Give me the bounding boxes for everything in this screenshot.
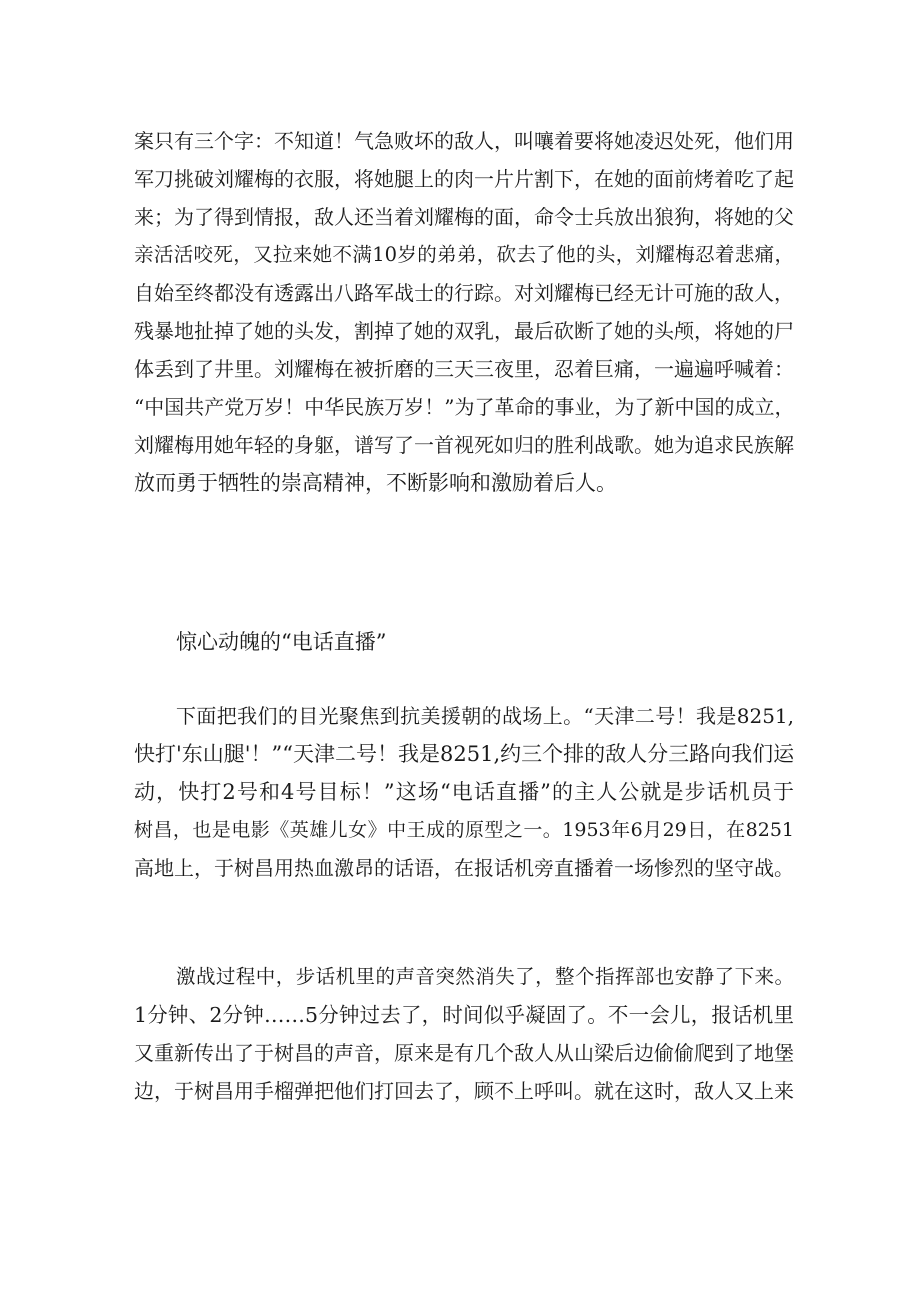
text-line: 又重新传出了于树昌的声音，原来是有几个敌人从山梁后边偷偷爬到了地堡	[134, 1041, 794, 1065]
text-line: 体丢到了井里。刘耀梅在被折磨的三天三夜里，忍着巨痛，一遍遍呼喊着：	[134, 357, 794, 381]
text-line: 高地上，于树昌用热血激昂的话语，在报话机旁直播着一场惨烈的坚守战。	[134, 856, 794, 880]
section-heading	[134, 623, 794, 661]
text-line: 边，于树昌用手榴弹把他们打回去了，顾不上呼叫。就在这时，敌人又上来	[134, 1079, 794, 1103]
text-line: 刘耀梅用她年轻的身躯，谱写了一首视死如归的胜利战歌。她为追求民族解	[134, 433, 794, 457]
text-line: 军刀挑破刘耀梅的衣服，将她腿上的肉一片片割下，在她的面前烤着吃了起	[134, 167, 794, 191]
text-line: 亲活活咬死，又拉来她不满10岁的弟弟，砍去了他的头，刘耀梅忍着悲痛，	[134, 243, 794, 266]
paragraph-battle	[134, 958, 794, 1110]
text-line: “中国共产党万岁！中华民族万岁！”为了革命的事业，为了新中国的成立，	[134, 395, 795, 419]
paragraph-telephone-broadcast	[134, 697, 794, 887]
text-line: 动，快打2号和4号目标！”这场“电话直播”的主人公就是步话机员于	[134, 780, 794, 804]
text-line: 下面把我们的目光聚焦到抗美援朝的战场上。“天津二号！我是8251,	[176, 704, 794, 728]
paragraph-liu-yaomei	[134, 122, 794, 502]
section-heading-text: 惊心动魄的“电话直播”	[176, 630, 387, 654]
text-line: 放而勇于牺牲的崇高精神，不断影响和激励着后人。	[134, 471, 617, 495]
text-line: 案只有三个字：不知道！气急败坏的敌人，叫嚷着要将她凌迟处死，他们用	[134, 129, 794, 153]
text-line: 激战过程中，步话机里的声音突然消失了，整个指挥部也安静了下来。	[176, 965, 794, 988]
text-line: 1分钟、2分钟……5分钟过去了，时间似乎凝固了。不一会儿，报话机里	[134, 1003, 794, 1027]
text-line: 快打'东山腿'！”“天津二号！我是8251,约三个排的敌人分三路向我们运	[134, 742, 795, 766]
text-line: 树昌，也是电影《英雄儿女》中王成的原型之一。1953年6月29日，在8251	[134, 819, 794, 841]
text-line: 来；为了得到情报，敌人还当着刘耀梅的面，命令士兵放出狼狗，将她的父	[134, 205, 794, 229]
text-line: 残暴地扯掉了她的头发，割掉了她的双乳，最后砍断了她的头颅，将她的尸	[134, 319, 794, 343]
text-line: 自始至终都没有透露出八路军战士的行踪。对刘耀梅已经无计可施的敌人，	[134, 281, 794, 305]
